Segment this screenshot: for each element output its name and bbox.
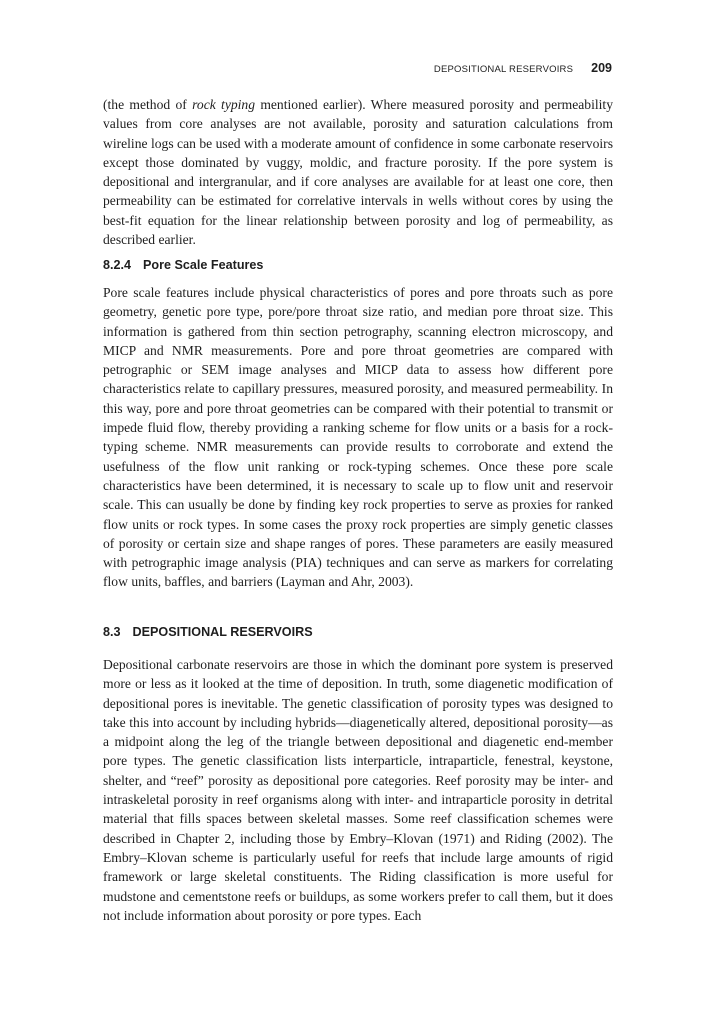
paragraph-pore-scale-features: Pore scale features include physical characteristics of pores and pore throats such as pore geometry, genetic pore type, pore/pore throat size ratio, and median pore throat size. This information is gathered from thin section petrography, scanning electron microscopy, and MICP and NMR measurements. Pore and pore throat geometries are compared with petrographic or SEM image analyses and MICP data to assess how different pore characteristics relate to capillary pressures, measured porosity, and measured permeability. In this way, pore and pore throat geometries can be compared with their potential to transmit or impede fluid flow, thereby providing a ranking scheme for flow units or a basis for a rock-typing scheme. NMR measurements can provide results to corroborate and extend the usefulness of the flow unit ranking or rock-typing schemes. Once these pore scale characteristics have been determined, it is necessary to scale up to flow unit and reservoir scale. This can usually be done by finding key rock properties to serve as proxies for ranked flow units or rock types. In some cases the proxy rock properties are simply genetic classes of porosity or certain size and shape ranges of pores. These parameters are easily measured with petrographic image analysis (PIA) techniques and can serve as markers for correlating flow units, baffles, and barriers (Layman and Ahr, 2003).: [103, 285, 613, 590]
rock-typing-term: rock typing: [192, 97, 256, 112]
running-head-title: DEPOSITIONAL RESERVOIRS: [433, 64, 574, 75]
paragraph-rock-typing: [103, 95, 613, 249]
paragraph-rock-typing-rest: mentioned earlier). Where measured porosity and permeability values from core analyses are not available, porosity and saturation calculations from wireline logs can be used with a moderate amount of confidence in some carbonate reservoirs except those dominated by vuggy, moldic, and fracture porosity. If the pore system is depositional and intergranular, and if core analyses are available for at least one core, then permeability can be estimated for correlative intervals in wells without cores by using the best-fit equation for the linear relationship between porosity and log of permeability, as described earlier.: [103, 97, 614, 248]
section-number-8-3: 8.3: [103, 625, 121, 639]
section-number-8-2-4: 8.2.4: [103, 258, 132, 272]
page-number: 209: [591, 61, 612, 75]
running-head: [434, 61, 612, 77]
section-title-pore-scale-features: Pore Scale Features: [143, 258, 264, 272]
section-heading-8-3: [103, 624, 313, 640]
section-heading-8-2-4: [103, 257, 263, 273]
section-title-depositional-reservoirs: DEPOSITIONAL RESERVOIRS: [132, 625, 313, 639]
paragraph-rock-typing-lead: (the method of: [103, 97, 193, 112]
paragraph-depositional-reservoirs: Depositional carbonate reservoirs are those in which the dominant pore system is preserved more or less as it looked at the time of deposition. In truth, some diagenetic modification of depositional pores is inevitable. The genetic classification of porosity types was designed to take this into account by including hybrids—diagenetically altered, depositional porosity—as a midpoint along the leg of the triangle between depositional and diagenetic end-member pore types. The genetic classification lists interparticle, intraparticle, fenestral, keystone, shelter, and “reef” porosity as depositional pore categories. Reef porosity may be inter- and intraskeletal porosity in reef organisms along with inter- and intraparticle porosity in detrital material that fills spaces between skeletal masses. Some reef classification schemes were described in Chapter 2, including those by Embry–Klovan (1971) and Riding (2002). The Embry–Klovan scheme is particularly useful for reefs that include large amounts of rigid framework or large skeletal constituents. The Riding classification is more useful for mudstone and cementstone reefs or buildups, as some workers prefer to call them, but it does not include information about porosity or pore types. Each: [103, 657, 613, 923]
